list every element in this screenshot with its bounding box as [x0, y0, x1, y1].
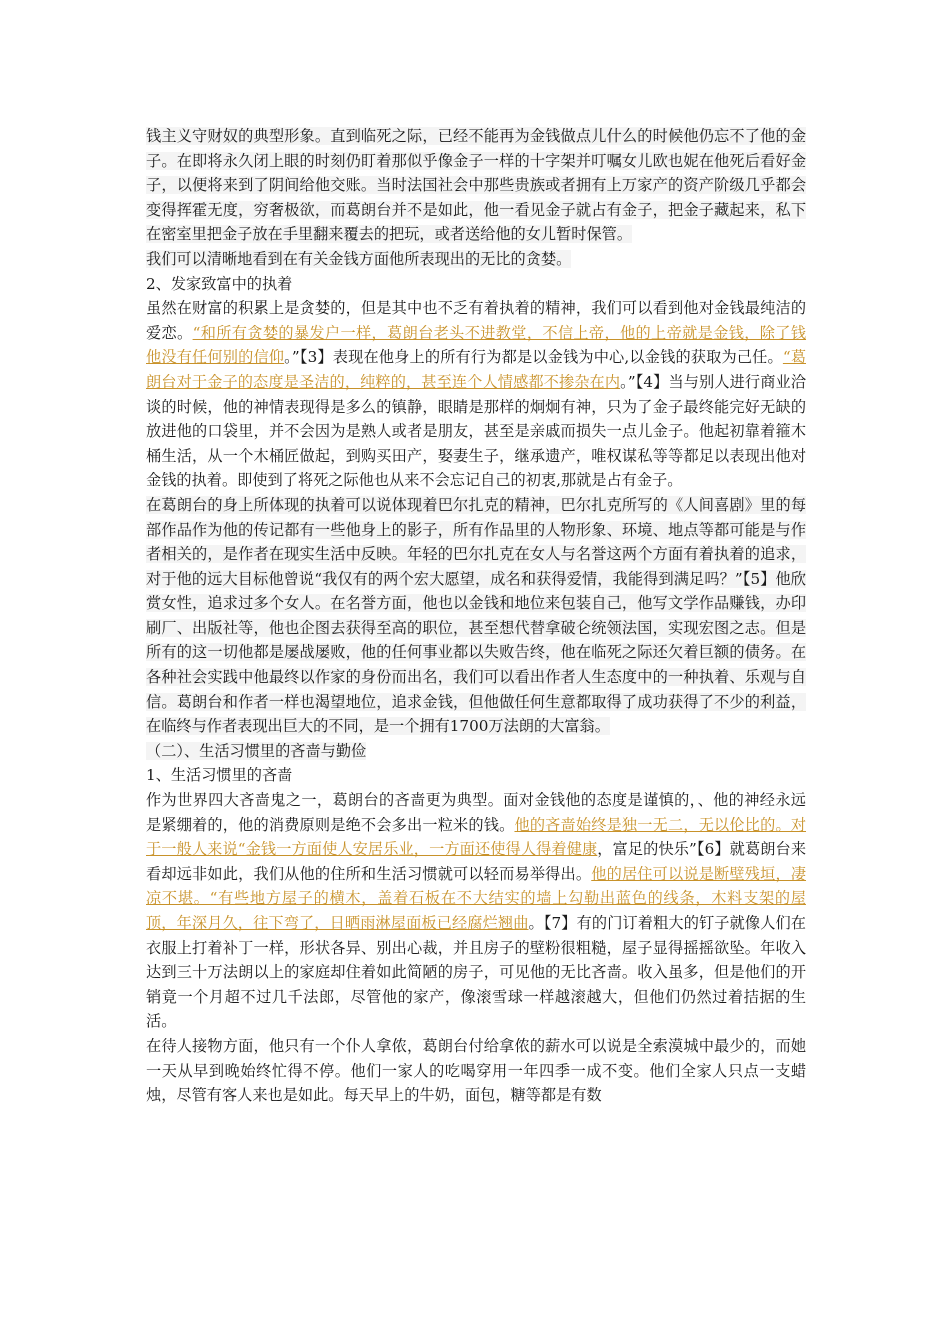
paragraph-persistence	[146, 296, 806, 493]
paragraph-greed-summary	[146, 247, 806, 272]
text-segment: 。”【3】表现在他身上的所有行为都是以金钱为中心,以金钱的获取为己任。	[284, 348, 783, 367]
heading-text: （二）、生活习惯里的吝啬与勤俭	[146, 741, 367, 760]
quote-underlined: “和所有贪婪的暴发户一样，葛朗台老头不进教堂，不信上帝，他的上帝就是金钱，除了钱他没有任何别的信仰	[146, 323, 807, 367]
text-segment: 。【7】有的门订着粗大的钉子就像人们在衣服上打着补丁一样，形状各异、别出心裁，并且房子的壁粉很粗糙，屋子显得摇摇欲坠。年收入达到三十万法朗以上的家庭却住着如此简陋的房子，可见他的无比吝啬。收入虽多，但是他们的开销竟一个月超不过几千法郎，尽管他的家产，像滚雪球一样越滚越大，但他们仍然过着拮据的生活。	[146, 914, 806, 1031]
text-segment: 作为世界四大吝啬鬼之一，葛朗台的吝啬更为典型。面对金钱他的态度是谨慎的，、他的神经永远是紧绷着的，他的消费原则是绝不会多出一粒米的钱。	[146, 791, 806, 834]
text-segment: 钱主义守财奴的典型形象。直到临死之际，已经不能再为金钱做点儿什么的时候他仍忘不了他的金子。在即将永久闭上眼的时刻仍盯着那似乎像金子一样的十字架并叮嘱女儿欧也妮在他死后看好金子，以便将来到了阴间给他交账。当时法国社会中那些贵族或者拥有上万家产的资产阶级几乎都会变得挥霍无度，穷奢极欲，而葛朗台并不是如此，他一看见金子就占有金子，把金子藏起来，私下在密室里把金子放在手里翻来覆去的把玩，或者送给他的女儿暂时保管。	[146, 127, 806, 244]
document-page	[146, 124, 806, 1108]
heading-text: 1、生活习惯里的吝啬	[146, 766, 293, 785]
quote-underlined: 他的居住可以说是断壁残垣，凄凉不堪。“有些地方屋子的横木，盖着石板在不大结实的墙上勾勒出蓝色的线条，木料支架的屋顶，年深月久，往下弯了，日晒雨淋屋面板已经腐烂翘曲	[146, 864, 807, 932]
quote-underlined: “葛朗台对于金子的态度是圣洁的，纯粹的，甚至连个人情感都不掺杂在内	[146, 348, 807, 391]
text-segment: 我们可以清晰地看到在有关金钱方面他所表现出的无比的贪婪。	[146, 249, 572, 268]
paragraph-miser-image	[146, 124, 806, 247]
paragraph-household	[146, 1034, 806, 1108]
heading-text: 2、发家致富中的执着	[146, 274, 293, 293]
heading-stinginess	[146, 763, 806, 788]
paragraph-balzac	[146, 493, 806, 739]
heading-persistence	[146, 272, 806, 297]
text-segment: 虽然在财富的积累上是贪婪的，但是其中也不乏有着执着的精神，我们可以看到他对金钱最纯洁的爱恋。	[146, 299, 806, 342]
text-segment: ，富足的快乐”【6】就葛朗台来看却远非如此，我们从他的住所和生活习惯就可以轻而易举得出。	[146, 840, 807, 883]
paragraph-stinginess	[146, 788, 806, 1034]
text-segment: 在待人接物方面，他只有一个仆人拿侬，葛朗台付给拿侬的薪水可以说是全索漠城中最少的，而她一天从早到晚始终忙得不停。他们一家人的吃喝穿用一年四季一成不变。他们全家人只点一支蜡烛，尽管有客人来也是如此。每天早上的牛奶，面包，糖等都是有数	[146, 1036, 806, 1105]
text-segment: 。”【4】当与别人进行商业洽谈的时候，他的神情表现得是多么的镇静，眼睛是那样的炯炯有神，只为了金子最终能完好无缺的放进他的口袋里，并不会因为是熟人或者是朋友，甚至是亲戚而损失一点儿金子。他起初靠着箍木桶生活，从一个木桶匠做起，到购买田产，娶妻生子，继承遗产，唯权谋私等等都足以表现出他对金钱的执着。即使到了将死之际他也从来不会忘记自己的初衷,那就是占有金子。	[146, 372, 807, 490]
quote-underlined: 他的吝啬始终是独一无二，无以伦比的。对于一般人来说“金钱一方面使人安居乐业，一方面还使得人得着健康	[146, 815, 807, 859]
text-segment: 在葛朗台的身上所体现的执着可以说体现着巴尔扎克的精神，巴尔扎克所写的《人间喜剧》里的每部作品作为他的传记都有一些他身上的影子，所有作品里的人物形象、环境、地点等都可能是与作者相关的，是作者在现实生活中反映。年轻的巴尔扎克在女人与名誉这两个方面有着执着的追求，对于他的远大目标他曾说“我仅有的两个宏大愿望，成名和获得爱情，我能得到满足吗？”【5】他欣赏女性，追求过多个女人。在名誉方面，他也以金钱和地位来包装自己，他写文学作品赚钱，办印刷厂、出版社等，他也企图去获得至高的职位，甚至想代替拿破仑统领法国，实现宏图之志。但是所有的这一切他都是屡战屡败，他的任何事业都以失败告终，他在临死之际还欠着巨额的债务。在各种社会实践中他最终以作家的身份而出名，我们可以看出作者人生态度中的一种执着、乐观与自信。葛朗台和作者一样也渴望地位，追求金钱，但他做任何生意都取得了成功获得了不少的利益，在临终与作者表现出巨大的不同，是一个拥有1700万法朗的大富翁。	[146, 495, 806, 736]
heading-section-two	[146, 739, 806, 764]
